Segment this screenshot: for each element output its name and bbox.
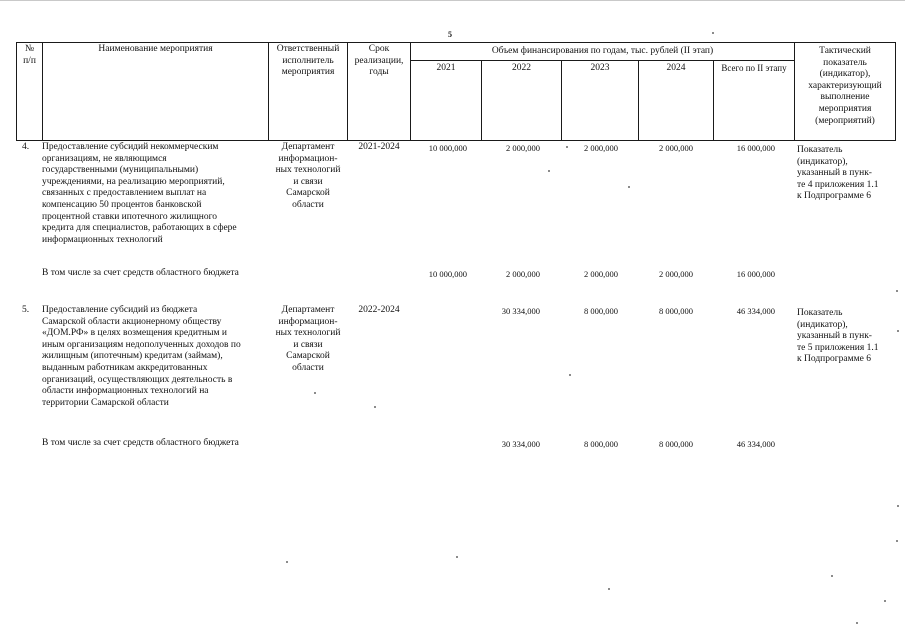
- row-name: Предоставление субсидий некоммерческим организациям, не являющимся государственными (муниципальными) учреждениями, на реализацию мероприятий, связанных с предоставлением выплат на компенсацию 50 процентов банковской процентной ставки ипотечного жилищного кредита для специалистов, работающих в сфере информационных технологий: [42, 142, 237, 245]
- subtotal-value-2023: 8 000,000: [584, 439, 618, 449]
- row-value-2022: 30 334,000: [501, 306, 540, 316]
- header-term: Срок реализации, годы: [354, 44, 404, 78]
- top-edge-rule: [0, 0, 905, 1]
- subtotal-value-2024: 2 000,000: [659, 269, 693, 279]
- row-indicator: Показатель (индикатор), указанный в пунк- те 4 приложения 1.1 к Подпрограмме 6: [797, 145, 879, 202]
- subtotal-value-2023: 2 000,000: [584, 269, 618, 279]
- header-year-2021: 2021: [436, 63, 456, 73]
- subtotal-value-2022: 30 334,000: [501, 439, 540, 449]
- row-value-2023: 8 000,000: [584, 306, 618, 316]
- row-indicator: Показатель (индикатор), указанный в пунк- те 5 приложения 1.1 к Подпрограмме 6: [797, 308, 879, 365]
- header-responsible: Ответственный исполнитель мероприятия: [276, 44, 340, 78]
- header-year-2024: 2024: [666, 63, 686, 73]
- row-value-2021: 10 000,000: [428, 143, 467, 153]
- row-number: 4.: [22, 142, 30, 152]
- row-term: 2022-2024: [358, 305, 400, 315]
- header-num: № п/п: [23, 44, 36, 66]
- header-year-2023: 2023: [590, 63, 610, 73]
- row-name: Предоставление субсидий из бюджета Самарской области акционерному обществу «ДОМ.РФ» в целях возмещения кредитным и иным организациям недополученных доходов по жилищным (ипотечным) кредитам (займам), выданным работникам аккредитованных организаций, осуществляющих деятельность в области информационных технологий на территории Самарской области: [42, 305, 241, 408]
- header-total: Всего по II этапу: [721, 63, 787, 73]
- header-financing: Объем финансирования по годам, тыс. рублей (II этап): [491, 46, 714, 56]
- subtotal-value-2024: 8 000,000: [659, 439, 693, 449]
- row-term: 2021-2024: [358, 142, 400, 152]
- row-responsible: Департамент информацион- ных технологий и связи Самарской области: [275, 142, 341, 210]
- row-value-total: 16 000,000: [736, 143, 775, 153]
- row-number: 5.: [22, 305, 30, 315]
- row-value-total: 46 334,000: [736, 306, 775, 316]
- subtotal-value-2021: 10 000,000: [428, 269, 467, 279]
- subtotal-value-2022: 2 000,000: [506, 269, 540, 279]
- header-year-2022: 2022: [512, 63, 531, 73]
- subtotal-label: В том числе за счет средств областного бюджета: [42, 268, 239, 278]
- row-responsible: Департамент информацион- ных технологий и связи Самарской области: [275, 305, 341, 373]
- subtotal-value-total: 16 000,000: [736, 269, 775, 279]
- header-indicator: Тактический показатель (индикатор), характеризующий выполнение мероприятия (мероприятий): [808, 46, 882, 126]
- subtotal-value-total: 46 334,000: [736, 439, 775, 449]
- page-number: 5: [448, 30, 452, 39]
- row-value-2024: 8 000,000: [659, 306, 693, 316]
- row-value-2023: 2 000,000: [584, 143, 618, 153]
- row-value-2022: 2 000,000: [506, 143, 540, 153]
- row-value-2024: 2 000,000: [659, 143, 693, 153]
- header-name: Наименование мероприятия: [98, 44, 213, 54]
- subtotal-label: В том числе за счет средств областного бюджета: [42, 438, 239, 448]
